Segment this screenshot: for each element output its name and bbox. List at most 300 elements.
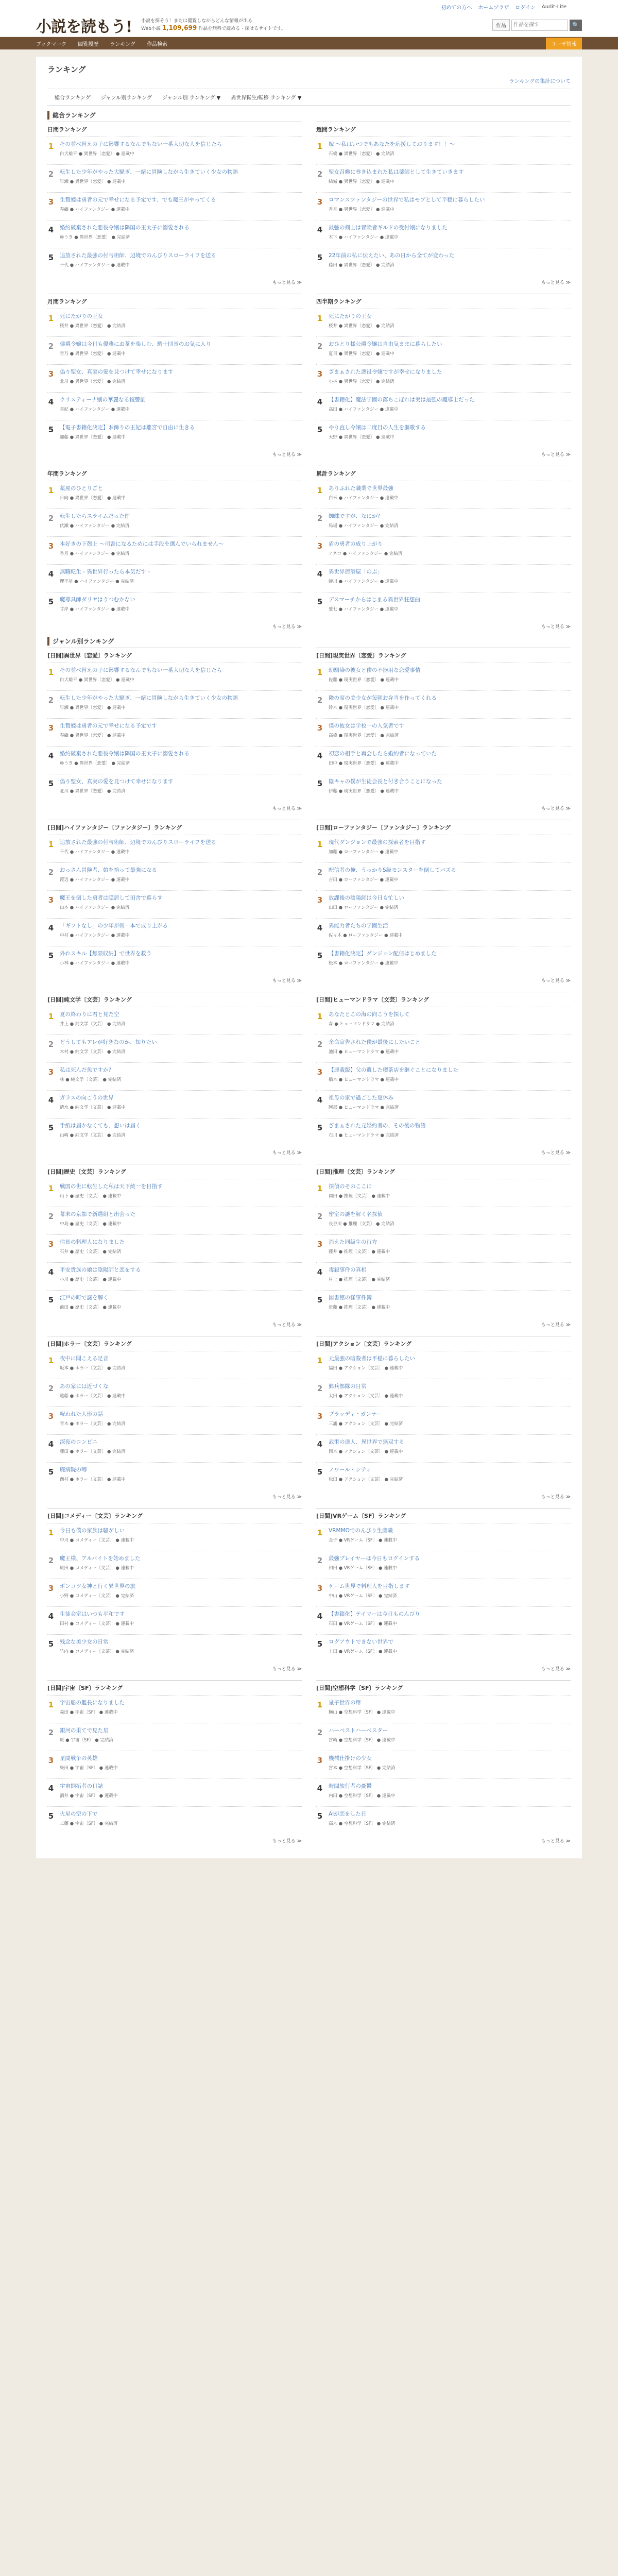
ranking-item: [47, 1207, 302, 1234]
novel-meta: 石川 ● ヒューマンドラマ ● 完結済: [329, 1133, 399, 1138]
ranking-grid: [47, 122, 571, 630]
ranking-item-body: [329, 1011, 571, 1030]
novel-title-link[interactable]: 残念な美少女の日常: [60, 1639, 109, 1645]
ranking-item: [47, 137, 302, 164]
novel-meta: 森田 ● 宇宙〔SF〕 ● 連載中: [60, 1710, 118, 1715]
ranking-about-link[interactable]: ランキングの集計について: [509, 79, 571, 84]
novel-title-link[interactable]: 盾の勇者の成り上がり: [329, 541, 383, 547]
rank-number: 2: [317, 170, 323, 179]
ranking-item: [47, 564, 302, 592]
novel-title-link[interactable]: 呪われた人形の話: [60, 1411, 103, 1417]
rank-number: 2: [317, 1556, 323, 1565]
novel-meta: 青木 ● ホラー〔文芸〕 ● 完結済: [60, 1421, 126, 1427]
more-link[interactable]: もっと見る ≫: [541, 452, 571, 457]
rank-number: 2: [48, 868, 54, 877]
rank-number: 3: [317, 1067, 323, 1077]
ranking-panel-title[interactable]: [日間]ホラー〔文芸〕ランキング: [47, 1341, 132, 1347]
novel-meta: 遠藤 ● ホラー〔文芸〕 ● 連載中: [60, 1394, 126, 1399]
novel-title-link[interactable]: 深夜のコンビニ: [60, 1439, 98, 1445]
search-icon[interactable]: 🔍: [570, 20, 582, 31]
ranking-item-body: [60, 341, 302, 360]
ranking-item: [316, 536, 571, 564]
rank-number: 4: [317, 1784, 323, 1793]
ranking-item: [47, 1551, 302, 1579]
site-logo[interactable]: 小説を読もう!: [36, 18, 132, 36]
more-link[interactable]: もっと見る ≫: [272, 978, 302, 984]
novel-title-link[interactable]: ログアウトできない世界で: [329, 1639, 393, 1645]
rank-number: 1: [48, 1528, 54, 1537]
ranking-item-body: [329, 1638, 571, 1658]
novel-meta: 山本 ● ハイファンタジー ● 完結済: [60, 905, 130, 910]
novel-title-link[interactable]: 戦国の世に転生した私は天下統一を目指す: [60, 1183, 163, 1190]
ranking-panel-title[interactable]: [日間]ハイファンタジー〔ファンタジー〕ランキング: [47, 824, 182, 831]
novel-title-link[interactable]: 余命宣告された僕が最後にしたいこと: [329, 1039, 421, 1045]
ranking-item-body: [60, 1294, 302, 1314]
ranking-item: [316, 774, 571, 802]
ranking-item-body: [329, 1466, 571, 1486]
novel-title-link[interactable]: 追放された最強の付与術師、辺境でのんびりスローライフを送る: [60, 839, 216, 845]
novel-title-link[interactable]: 【書籍化決定】ダンジョン配信はじめました: [329, 951, 437, 957]
ranking-item: [47, 1118, 302, 1146]
ranking-item: [316, 746, 571, 774]
ranking-panel: [316, 294, 571, 457]
novel-title-link[interactable]: 蜘蛛ですが、なにか？: [329, 513, 383, 519]
ranking-item: [47, 592, 302, 620]
novel-title-link[interactable]: 量子世界の扉: [329, 1700, 361, 1706]
ranking-item-body: [329, 1810, 571, 1830]
novel-title-link[interactable]: やり直し令嬢は二度目の人生を謳歌する: [329, 425, 426, 431]
novel-meta: 松本 ● ローファンタジー ● 連載中: [329, 961, 399, 966]
rank-number: 3: [317, 895, 323, 905]
ranking-panel: [47, 992, 302, 1156]
rank-number: 2: [48, 1040, 54, 1049]
novel-title-link[interactable]: 【電子書籍化決定】お飾りの王妃は離宮で自由に生きる: [60, 425, 195, 431]
more-link[interactable]: もっと見る ≫: [272, 280, 302, 285]
ranking-panel-title[interactable]: [日間]空想科学〔SF〕ランキング: [316, 1685, 403, 1691]
more-link[interactable]: もっと見る ≫: [541, 978, 571, 984]
novel-title-link[interactable]: 今日も僕の家族は騒がしい: [60, 1528, 125, 1534]
ranking-item: [316, 1090, 571, 1118]
novel-meta: 小川 ● 歴史〔文芸〕 ● 連載中: [60, 1277, 122, 1282]
novel-title-link[interactable]: 宇宙開拓者の日誌: [60, 1783, 103, 1789]
novel-title-link[interactable]: 元最強の暗殺者は平穏に暮らしたい: [329, 1355, 415, 1362]
ranking-panel: [47, 820, 302, 984]
novel-title-link[interactable]: 侯爵令嬢は今日も優雅にお茶を楽しむ、騎士団長のお気に入り: [60, 341, 211, 347]
novel-title-link[interactable]: ゲーム世界で料理人を目指します: [329, 1583, 410, 1589]
novel-title-link[interactable]: AIが恋をした日: [329, 1811, 367, 1817]
ranking-item: [47, 1579, 302, 1606]
novel-title-link[interactable]: 祖母の家で過ごした夏休み: [329, 1095, 393, 1101]
novel-title-link[interactable]: 毒殺事件の真相: [329, 1267, 367, 1273]
topbar-link-home[interactable]: ホームプラザ: [478, 5, 509, 11]
ranking-panel-title[interactable]: [日間]ローファンタジー〔ファンタジー〕ランキング: [316, 824, 451, 831]
rank-number: 2: [317, 514, 323, 523]
ranking-item: [47, 192, 302, 220]
novel-title-link[interactable]: 銀河の果てで見た星: [60, 1727, 109, 1734]
novel-title-link[interactable]: ありふれた職業で世界最強: [329, 485, 393, 492]
ranking-item-body: [329, 1383, 571, 1402]
rank-number: 5: [317, 1295, 323, 1304]
novel-title-link[interactable]: あなたとこの海の向こうを探して: [329, 1011, 410, 1018]
ranking-item: [316, 1579, 571, 1606]
rank-number: 2: [48, 1384, 54, 1393]
more-link[interactable]: もっと見る ≫: [272, 624, 302, 630]
ranking-item: [47, 509, 302, 536]
more-link[interactable]: もっと見る ≫: [541, 1150, 571, 1156]
ranking-item-body: [329, 894, 571, 914]
novel-title-link[interactable]: 最強の剣士は冒険者ギルドの受付嬢になりました: [329, 225, 448, 231]
novel-meta: 伊藤 ● 現実世界〔恋愛〕 ● 連載中: [329, 789, 399, 794]
rank-number: 5: [48, 951, 54, 960]
novel-meta: 小林 ● 異世界〔恋愛〕 ● 完結済: [329, 379, 394, 384]
rank-number: 2: [48, 342, 54, 351]
ranking-panel: [47, 122, 302, 285]
rank-number: 3: [317, 1584, 323, 1593]
ranking-panel: [47, 466, 302, 630]
ranking-item: [47, 1090, 302, 1118]
novel-title-link[interactable]: 廃病院の噂: [60, 1467, 87, 1473]
ranking-item: [316, 1723, 571, 1751]
novel-title-link[interactable]: 配信者の俺、うっかりS級モンスターを倒してバズる: [329, 867, 456, 873]
novel-title-link[interactable]: その並べ替えの子に影響するなんでもない一番大切な人を信じたら: [60, 667, 222, 673]
novel-title-link[interactable]: ブラッディ・ガンナー: [329, 1411, 382, 1417]
novel-title-link[interactable]: 婚約破棄された悪役令嬢は隣国の王太子に溺愛される: [60, 225, 190, 231]
ranking-panel: [47, 1336, 302, 1500]
ranking-item-body: [329, 1755, 571, 1774]
ranking-item-body: [60, 1066, 302, 1086]
top-bar: [0, 0, 618, 13]
ranking-panel-title[interactable]: [日間]異世界〔恋愛〕ランキング: [47, 652, 132, 659]
ranking-item-body: [60, 1411, 302, 1430]
novel-title-link[interactable]: 外れスキル【無限収納】で世界を救う: [60, 951, 152, 957]
header-description: [141, 18, 492, 32]
novel-title-link[interactable]: 火星の空の下で: [60, 1811, 98, 1817]
rank-number: 5: [48, 1639, 54, 1649]
ranking-item-body: [60, 540, 302, 560]
ranking-item-body: [60, 1355, 302, 1375]
ranking-panel-title[interactable]: 年間ランキング: [47, 470, 87, 477]
novel-title-link[interactable]: あの家には近づくな: [60, 1383, 109, 1389]
more-link[interactable]: もっと見る ≫: [541, 1667, 571, 1672]
novel-meta: 長谷川 ● 推理〔文芸〕 ● 完結済: [329, 1222, 394, 1227]
ranking-item-body: [329, 778, 571, 798]
ranking-item-body: [60, 1755, 302, 1774]
ranking-panel-title[interactable]: 週間ランキング: [316, 126, 356, 133]
more-link[interactable]: もっと見る ≫: [541, 806, 571, 811]
novel-meta: 桜井 ● 異世界〔恋愛〕 ● 完結済: [60, 324, 126, 329]
ranking-item-body: [60, 1239, 302, 1258]
novel-meta: 白米 ● ハイファンタジー ● 連載中: [329, 496, 399, 501]
ranking-item: [316, 690, 571, 718]
novel-title-link[interactable]: 【書籍化】テイマーは今日ものんびり: [329, 1611, 420, 1617]
novel-title-link[interactable]: 夏の終わりに君と見た空: [60, 1011, 119, 1018]
novel-title-link[interactable]: 異能力者たちの学園生活: [329, 923, 388, 929]
ranking-item-body: [329, 513, 571, 532]
rank-number: 3: [317, 723, 323, 733]
more-link[interactable]: もっと見る ≫: [541, 624, 571, 630]
global-nav: [0, 37, 618, 49]
novel-title-link[interactable]: ロマンスファンタジーの世界で私はモブとして平穏に暮らしたい: [329, 197, 485, 203]
ranking-item-body: [329, 867, 571, 886]
ranking-item-body: [60, 396, 302, 416]
novel-meta: 加藤 ● ローファンタジー ● 連載中: [329, 850, 399, 855]
ranking-item: [47, 1695, 302, 1723]
tab-genre-dropdown[interactable]: ジャンル別 ランキング ▼: [162, 95, 221, 101]
novel-meta: 高木 ● 空想科学〔SF〕 ● 完結済: [329, 1821, 396, 1826]
more-link[interactable]: もっと見る ≫: [272, 1839, 302, 1844]
novel-title-link[interactable]: 異世界居酒屋「のぶ」: [329, 569, 383, 575]
novel-title-link[interactable]: 消えた同級生の行方: [329, 1239, 377, 1245]
ranking-item-body: [60, 1383, 302, 1402]
rank-number: 3: [317, 1756, 323, 1765]
novel-meta: 木下 ● ハイファンタジー ● 連載中: [329, 235, 399, 240]
rank-number: 3: [48, 1412, 54, 1421]
ranking-item-body: [329, 141, 571, 160]
ranking-item-body: [329, 750, 571, 770]
ranking-item-body: [60, 1183, 302, 1202]
novel-title-link[interactable]: 偽り聖女、真実の愛を見つけて幸せになります: [60, 778, 174, 785]
novel-title-link[interactable]: 武術の達人、異世界で無双する: [329, 1439, 404, 1445]
novel-meta: 中島 ● 歴史〔文芸〕 ● 連載中: [60, 1222, 122, 1227]
ranking-item: [316, 137, 571, 164]
novel-title-link[interactable]: 幕末の京都で新選組と出会った: [60, 1211, 135, 1217]
novel-title-link[interactable]: 薬屋のひとりごと: [60, 485, 103, 492]
ranking-item: [316, 1118, 571, 1146]
ranking-item: [47, 1778, 302, 1806]
novel-title-link[interactable]: 嫁 ～私はいつでもあなたを応援しております！！～: [329, 141, 455, 147]
novel-title-link[interactable]: 手紙は届かなくても、想いは届く: [60, 1123, 141, 1129]
ranking-item-body: [60, 1611, 302, 1630]
more-link[interactable]: もっと見る ≫: [272, 1150, 302, 1156]
rank-number: 1: [317, 142, 323, 151]
novel-title-link[interactable]: おひとり様公爵令嬢は自由気ままに暮らしたい: [329, 341, 442, 347]
ranking-panel-title[interactable]: 累計ランキング: [316, 470, 356, 477]
novel-meta: 橋本 ● ヒューマンドラマ ● 連載中: [329, 1077, 399, 1082]
ranking-panel-title[interactable]: [日間]ヒューマンドラマ〔文芸〕ランキング: [316, 996, 429, 1003]
novel-title-link[interactable]: 僕の彼女は学校一の人気者です: [329, 723, 404, 729]
novel-title-link[interactable]: ハーベストハーベスター: [329, 1727, 388, 1734]
novel-title-link[interactable]: 死にたがりの王女: [60, 313, 103, 319]
novel-meta: ゆうき ● 異世界〔恋愛〕 ● 完結済: [60, 235, 130, 240]
ranking-item: [316, 1062, 571, 1090]
novel-title-link[interactable]: VRMMOでのんびり生産職: [329, 1528, 393, 1534]
more-link[interactable]: もっと見る ≫: [272, 806, 302, 811]
rank-number: 4: [317, 1612, 323, 1621]
novel-title-link[interactable]: 探偵のそのここに: [329, 1183, 372, 1190]
ranking-panel-title[interactable]: [日間]純文学〔文芸〕ランキング: [47, 996, 132, 1003]
novel-meta: 酒井 ● 宇宙〔SF〕 ● 連載中: [60, 1793, 118, 1799]
ranking-panel-title[interactable]: [日間]コメディー〔文芸〕ランキング: [47, 1513, 143, 1519]
novel-title-link[interactable]: 魔王様、アルバイトを始めました: [60, 1555, 141, 1562]
ranking-item-body: [60, 568, 302, 588]
ranking-item: [47, 1290, 302, 1318]
novel-title-link[interactable]: 転生したらスライムだった件: [60, 513, 130, 519]
user-info-button[interactable]: ユーザ情報: [546, 38, 582, 49]
ranking-panel-title[interactable]: 日間ランキング: [47, 126, 87, 133]
topbar-link-login[interactable]: ログイン: [515, 5, 536, 11]
novel-title-link[interactable]: ポンコツ女神と行く異世界の旅: [60, 1583, 135, 1589]
novel-meta: 西村 ● ホラー〔文芸〕 ● 連載中: [60, 1477, 126, 1482]
ranking-item: [47, 364, 302, 392]
novel-meta: 阿部 ● ヒューマンドラマ ● 完結済: [329, 1105, 399, 1110]
ranking-item-body: [329, 1611, 571, 1630]
ranking-panel-title[interactable]: [日間]VRゲーム〔SF〕ランキング: [316, 1513, 406, 1519]
novel-title-link[interactable]: ざまぁされた元婚約者の、その後の物語: [329, 1123, 426, 1129]
novel-title-link[interactable]: クリスティーナ嬢の華麗なる復讐劇: [60, 397, 146, 403]
novel-title-link[interactable]: 現代ダンジョンで最強の探索者を目指す: [329, 839, 426, 845]
ranking-item: [47, 1406, 302, 1434]
novel-title-link[interactable]: 【連載版】父の遺した喫茶店を継ぐことになりました: [329, 1067, 458, 1073]
nav-ranking[interactable]: ランキング: [110, 41, 136, 47]
novel-title-link[interactable]: その並べ替えの子に影響するなんでもない一番大切な人を信じたら: [60, 141, 222, 147]
ranking-item: [47, 690, 302, 718]
novel-title-link[interactable]: 信長の料理人になりました: [60, 1239, 125, 1245]
more-link[interactable]: もっと見る ≫: [541, 1323, 571, 1328]
novel-title-link[interactable]: 転生した少年がやった大騒ぎ、一緒に冒険しながら生きていく少女の物語: [60, 169, 238, 175]
novel-title-link[interactable]: 生贄姫は勇者の元で幸せになる予定です、でも魔王がやってくる: [60, 197, 216, 203]
novel-title-link[interactable]: 幼馴染の彼女と僕の不器用な恋愛事情: [329, 667, 421, 673]
nav-history[interactable]: 閲覧履歴: [78, 41, 99, 47]
ranking-item-body: [329, 839, 571, 858]
novel-title-link[interactable]: 陰キャの僕が生徒会長と付き合うことになった: [329, 778, 442, 785]
rank-number: 5: [317, 1123, 323, 1132]
ranking-panel-title[interactable]: 月間ランキング: [47, 298, 87, 305]
novel-title-link[interactable]: どうしてもアレが好きなのか、知りたい: [60, 1039, 157, 1045]
ranking-item: [316, 1634, 571, 1662]
novel-title-link[interactable]: 生贄姫は勇者の元で幸せになる予定です: [60, 723, 157, 729]
novel-title-link[interactable]: 平安貴族の娘は陰陽師と恋をする: [60, 1267, 141, 1273]
novel-title-link[interactable]: 機械仕掛けの少女: [329, 1755, 372, 1761]
novel-title-link[interactable]: 【書籍化】魔法学園の落ちこぼれは実は最強の魔導士だった: [329, 397, 475, 403]
novel-title-link[interactable]: 夜中に聞こえる足音: [60, 1355, 109, 1362]
nav-bookmark[interactable]: ブックマーク: [36, 41, 67, 47]
novel-title-link[interactable]: 魔王を倒した勇者は隠居して田舎で暮らす: [60, 895, 163, 901]
nav-search[interactable]: 作品検索: [147, 41, 168, 47]
ranking-panel-title[interactable]: [日間]現実世界〔恋愛〕ランキング: [316, 652, 406, 659]
ranking-item: [316, 1462, 571, 1490]
novel-meta: 藤田 ● 異世界〔恋愛〕 ● 完結済: [329, 263, 394, 268]
ranking-item: [47, 918, 302, 946]
topbar-link-beginner[interactable]: 初めての方へ: [441, 5, 472, 11]
novel-title-link[interactable]: 江戸の町で謎を解く: [60, 1295, 109, 1301]
novel-title-link[interactable]: 放課後の陰陽師は今日も忙しい: [329, 895, 404, 901]
search-type-select[interactable]: 作品: [492, 19, 510, 31]
rank-number: 5: [317, 1639, 323, 1649]
ranking-tabs: [47, 89, 571, 106]
novel-title-link[interactable]: 本好きの下剋上 ～司書になるためには手段を選んでいられません～: [60, 541, 224, 547]
novel-title-link[interactable]: 宇宙船の艦長になりました: [60, 1700, 125, 1706]
ranking-item-body: [60, 596, 302, 616]
novel-title-link[interactable]: 無職転生 - 異世界行ったら本気だす -: [60, 569, 150, 575]
tab-isekai-dropdown[interactable]: 異世界転生/転移 ランキング ▼: [231, 95, 302, 101]
novel-title-link[interactable]: おっさん冒険者、娘を拾って最強になる: [60, 867, 157, 873]
novel-title-link[interactable]: 22年前の私に伝えたい、あの日から全てが変わった: [329, 252, 455, 259]
novel-title-link[interactable]: デスマーチからはじまる異世界狂想曲: [329, 597, 420, 603]
novel-title-link[interactable]: 図書館の怪事件簿: [329, 1295, 372, 1301]
more-link[interactable]: もっと見る ≫: [272, 452, 302, 457]
novel-title-link[interactable]: 星間戦争の英雄: [60, 1755, 98, 1761]
rank-number: 5: [317, 253, 323, 262]
more-link[interactable]: もっと見る ≫: [541, 1839, 571, 1844]
ranking-panel-title[interactable]: [日間]アクション〔文芸〕ランキング: [316, 1341, 412, 1347]
ranking-item: [316, 481, 571, 509]
novel-title-link[interactable]: 死にたがりの王女: [329, 313, 372, 319]
header-desc-post: 作品を無料で読める・探せるサイトです。: [198, 26, 286, 31]
ranking-item: [316, 564, 571, 592]
novel-title-link[interactable]: 生徒会室はいつも平和です: [60, 1611, 125, 1617]
ranking-item: [316, 1035, 571, 1062]
rank-number: 5: [317, 951, 323, 960]
more-link[interactable]: もっと見る ≫: [272, 1495, 302, 1500]
novel-title-link[interactable]: 転生した少年がやった大騒ぎ、一緒に冒険しながら生きていく少女の物語: [60, 695, 238, 701]
novel-title-link[interactable]: 偽り聖女、真実の愛を見つけて幸せになります: [60, 369, 174, 375]
novel-meta: 木村 ● 純文学〔文芸〕 ● 完結済: [60, 1049, 126, 1055]
novel-title-link[interactable]: 追放された最強の付与術師、辺境でのんびりスローライフを送る: [60, 252, 216, 259]
ranking-item-body: [60, 1583, 302, 1602]
ranking-item-body: [329, 540, 571, 560]
ranking-item-body: [329, 252, 571, 272]
novel-title-link[interactable]: 「ギフトなし」の少年が剣一本で成り上がる: [60, 923, 168, 929]
novel-title-link[interactable]: 密室の謎を解く名探偵: [329, 1211, 383, 1217]
more-link[interactable]: もっと見る ≫: [272, 1667, 302, 1672]
novel-title-link[interactable]: 聖女召喚に巻き込まれた私は薬師として生きていきます: [329, 169, 464, 175]
novel-title-link[interactable]: 時間旅行者の憂鬱: [329, 1783, 372, 1789]
more-link[interactable]: もっと見る ≫: [541, 1495, 571, 1500]
ranking-panel-title[interactable]: [日間]宇宙〔SF〕ランキング: [47, 1685, 123, 1691]
novel-meta: 坂本 ● ホラー〔文芸〕 ● 完結済: [60, 1366, 126, 1371]
ranking-panel-title[interactable]: [日間]歴史〔文芸〕ランキング: [47, 1168, 126, 1175]
novel-title-link[interactable]: 魔導具師ダリヤはうつむかない: [60, 597, 135, 603]
rank-number: 5: [48, 597, 54, 606]
ranking-item-body: [60, 1783, 302, 1802]
ranking-item: [316, 946, 571, 974]
ranking-item-body: [60, 1438, 302, 1458]
novel-meta: 森 ● ヒューマンドラマ ● 完結済: [329, 1022, 394, 1027]
ranking-item-body: [329, 922, 571, 942]
ranking-item-body: [60, 1466, 302, 1486]
ranking-item-body: [60, 513, 302, 532]
ranking-item-body: [329, 1294, 571, 1314]
tab-overall[interactable]: 総合ランキング: [55, 95, 91, 101]
ranking-item-body: [60, 950, 302, 970]
novel-title-link[interactable]: 私は死んだ魚ですか？: [60, 1067, 114, 1073]
novel-title-link[interactable]: 初恋の相手と再会したら婚約者になっていた: [329, 751, 437, 757]
ranking-panel-title[interactable]: 四半期ランキング: [316, 298, 362, 305]
ranking-item: [316, 164, 571, 192]
page-title: ランキング: [47, 65, 86, 74]
ranking-panel-title[interactable]: [日間]推理〔文芸〕ランキング: [316, 1168, 395, 1175]
novel-title-link[interactable]: 傭兵部隊の日常: [329, 1383, 367, 1389]
ranking-item: [316, 220, 571, 248]
rank-number: 1: [317, 1700, 323, 1709]
novel-title-link[interactable]: ガラスの向こうの世界: [60, 1095, 114, 1101]
novel-meta: 早瀬 ● 異世界〔恋愛〕 ● 連載中: [60, 179, 126, 184]
novel-title-link[interactable]: ざまぁされた悪役令嬢ですが幸せになりました: [329, 369, 442, 375]
novel-title-link[interactable]: ノワール・シティ: [329, 1467, 371, 1473]
ranking-item-body: [60, 722, 302, 742]
novel-title-link[interactable]: 隣の席の美少女が毎朝お弁当を作ってくれる: [329, 695, 437, 701]
novel-title-link[interactable]: 婚約破棄された悪役令嬢は隣国の王太子に溺愛される: [60, 751, 190, 757]
tab-genre[interactable]: ジャンル別ランキング: [100, 95, 152, 101]
search-input[interactable]: [511, 20, 568, 31]
ranking-item-body: [329, 1699, 571, 1719]
more-link[interactable]: もっと見る ≫: [272, 1323, 302, 1328]
ranking-item: [316, 1351, 571, 1379]
ranking-grid: [47, 648, 571, 1844]
novel-title-link[interactable]: 最強プレイヤーは今日もログインする: [329, 1555, 420, 1562]
ranking-item-body: [60, 424, 302, 444]
more-link[interactable]: もっと見る ≫: [541, 280, 571, 285]
